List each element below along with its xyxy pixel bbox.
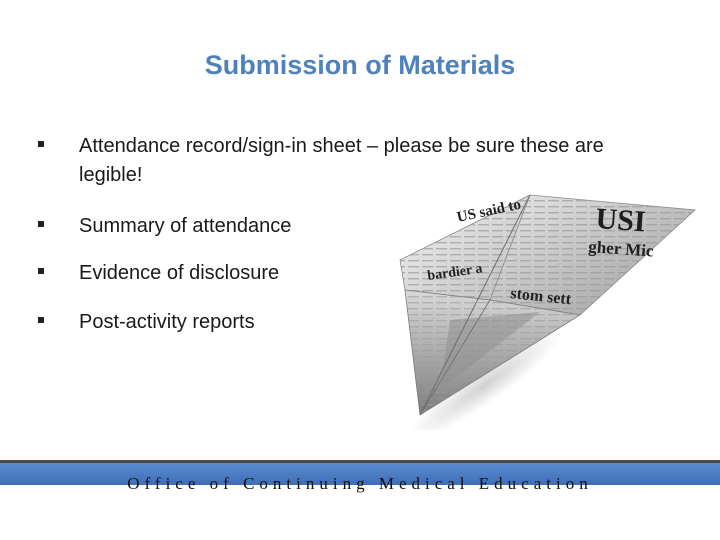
bullet-square-icon (38, 268, 44, 274)
bullet-text: Attendance record/sign-in sheet – please be sure these are legible! (79, 135, 604, 186)
bullet-square-icon (38, 141, 44, 147)
bullet-text: Post-activity reports (79, 311, 255, 333)
bullet-square-icon (38, 317, 44, 323)
newsprint-headline: USI (594, 202, 647, 239)
bullet-text: Evidence of disclosure (79, 262, 280, 284)
newsprint-headline: gher Mic (587, 237, 655, 261)
bullet-square-icon (38, 221, 44, 227)
newsprint-headline: US said to (455, 196, 523, 226)
newsprint-headline: bardier a (426, 261, 484, 284)
bullet-text: Summary of attendance (79, 215, 292, 237)
footer-text: Office of Continuing Medical Education (127, 474, 593, 493)
newsprint-headline: stom sett (509, 285, 572, 309)
slide-title: Submission of Materials (204, 50, 516, 80)
newspaper-paper-airplane-image (380, 180, 700, 430)
